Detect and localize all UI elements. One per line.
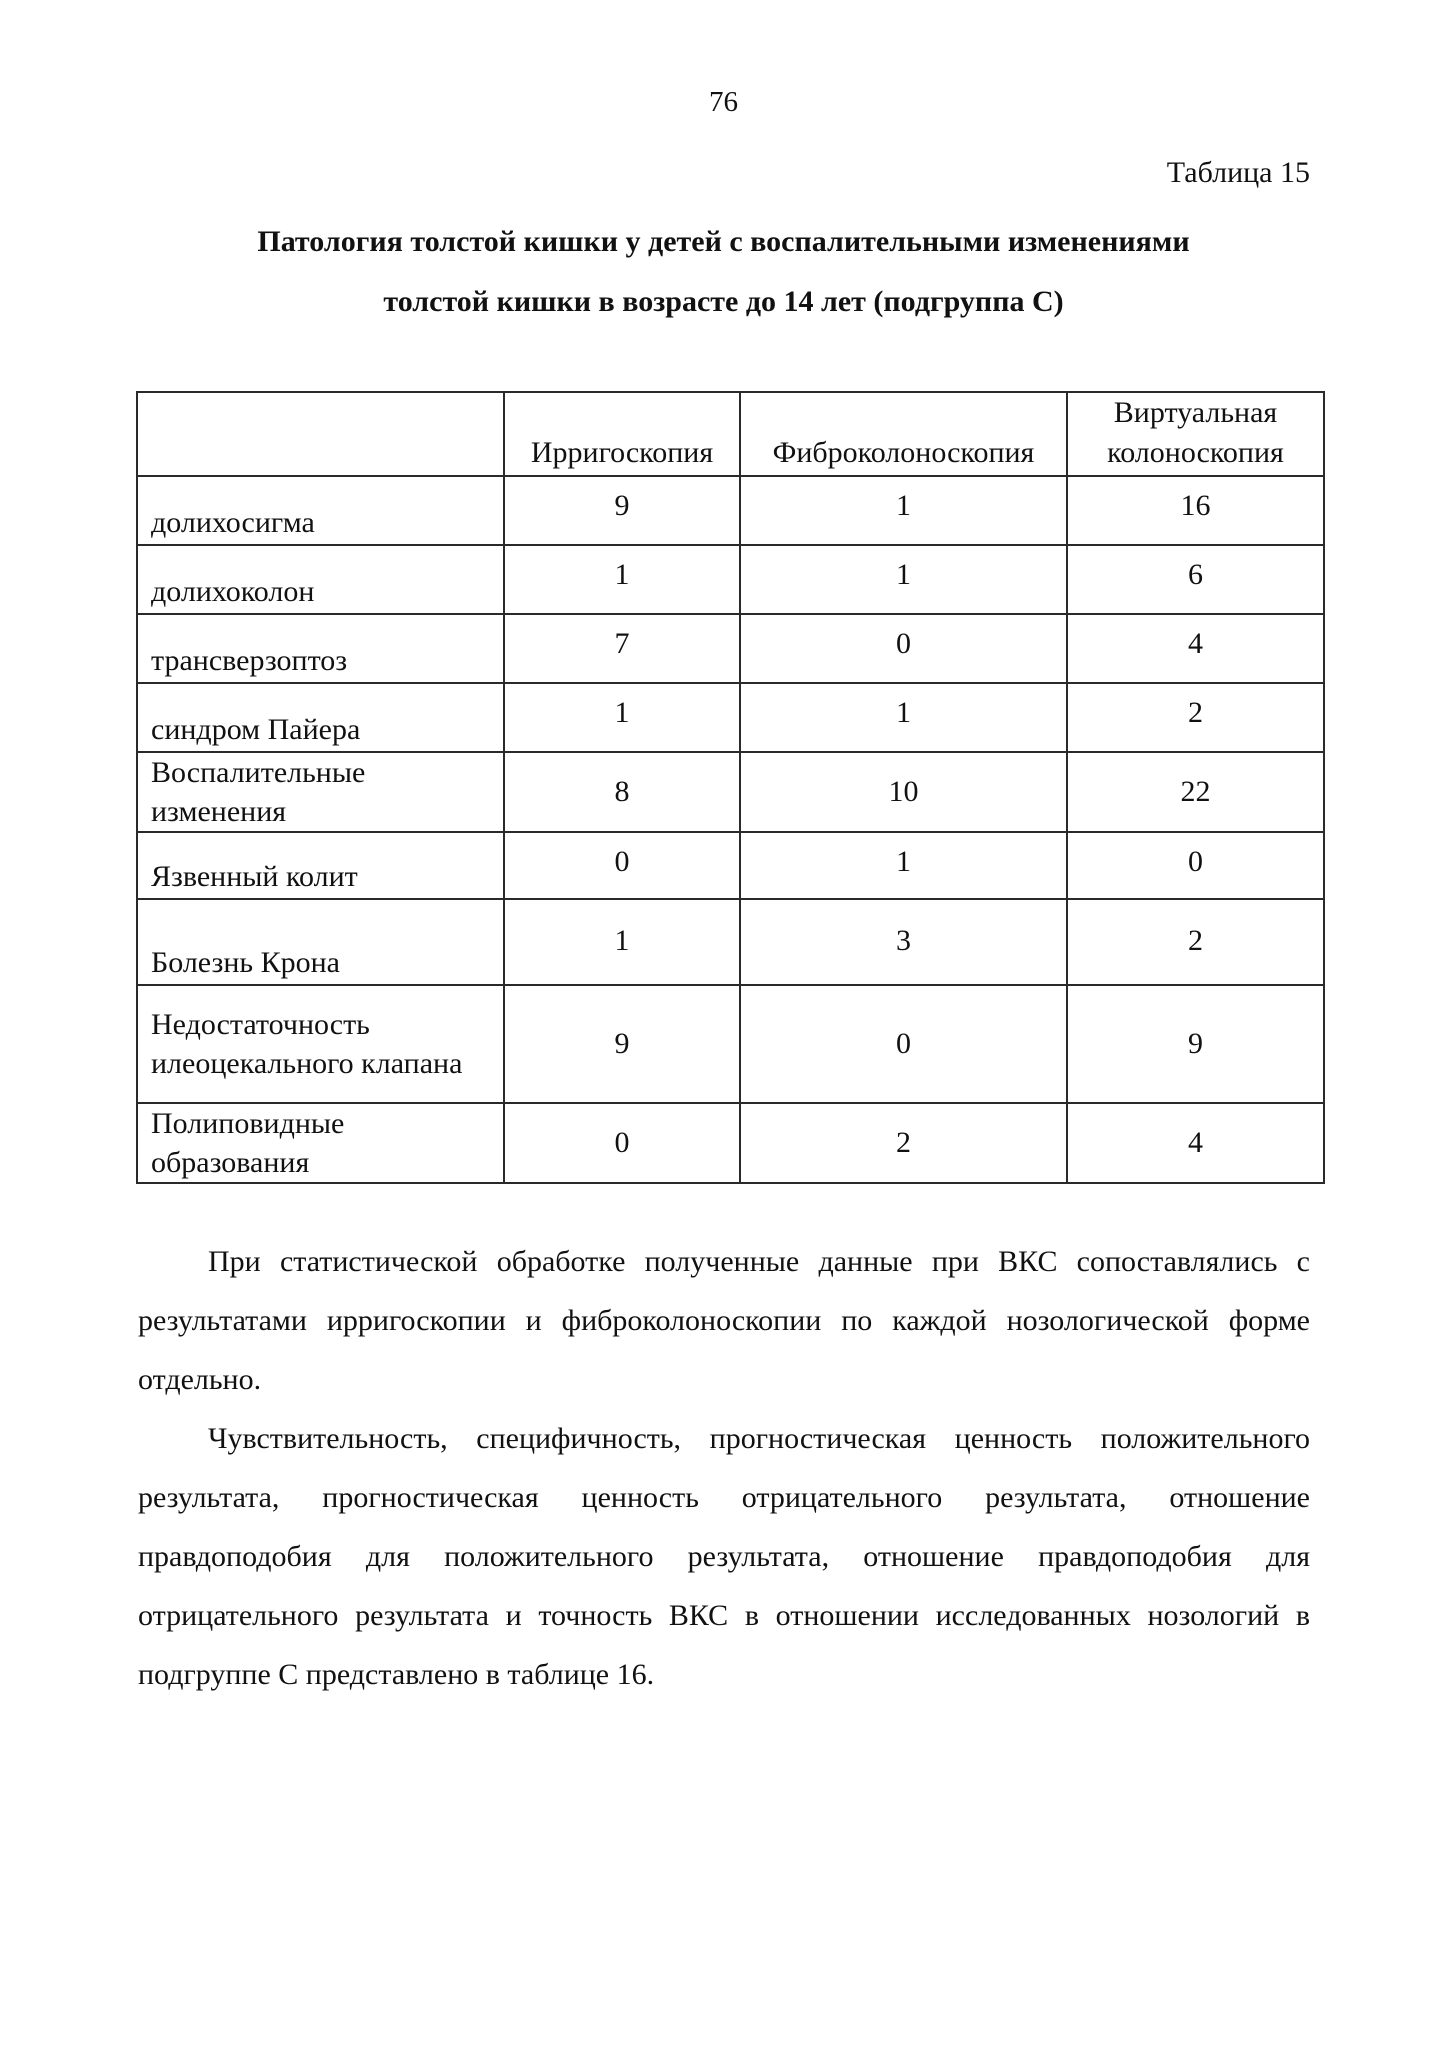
cell-virtual-colonoscopy: 22: [1067, 752, 1324, 832]
table-row: [137, 985, 1324, 1103]
paragraph: Чувствительность, специфичность, прогностическая ценность положительного результата, прогностическая ценность отрицательного результата, отношение правдоподобия для положительного результата, отношение правдоподобия для отрицательного результата и точность ВКС в отношении исследованных нозологий в подгруппе С представлено в таблице 16.: [138, 1422, 1310, 1691]
cell-irrigoscopy: 1: [504, 683, 740, 752]
table-row: [137, 545, 1324, 614]
table-header-empty: [137, 392, 504, 476]
row-label: Полиповидные образования: [137, 1103, 504, 1183]
cell-virtual-colonoscopy: 4: [1067, 1103, 1324, 1183]
cell-fibrocolonoscopy: 1: [740, 476, 1067, 545]
row-label: трансверзоптоз: [137, 614, 504, 683]
cell-virtual-colonoscopy: 0: [1067, 832, 1324, 899]
cell-fibrocolonoscopy: 2: [740, 1103, 1067, 1183]
cell-fibrocolonoscopy: 1: [740, 832, 1067, 899]
cell-fibrocolonoscopy: 3: [740, 899, 1067, 985]
table-row: [137, 614, 1324, 683]
row-label: синдром Пайера: [137, 683, 504, 752]
table-row: [137, 752, 1324, 832]
table-header-row: [137, 392, 1324, 476]
cell-virtual-colonoscopy: 2: [1067, 683, 1324, 752]
cell-fibrocolonoscopy: 1: [740, 545, 1067, 614]
cell-irrigoscopy: 0: [504, 832, 740, 899]
table-header-virtual-colonoscopy: Виртуальная колоноскопия: [1067, 392, 1324, 476]
cell-virtual-colonoscopy: 16: [1067, 476, 1324, 545]
cell-fibrocolonoscopy: 0: [740, 985, 1067, 1103]
paragraph: При статистической обработке полученные данные при ВКС сопоставлялись с результатами ирригоскопии и фиброколоноскопии по каждой нозологической форме отдельно.: [138, 1245, 1310, 1396]
row-label: Болезнь Крона: [137, 899, 504, 985]
row-label: Язвенный колит: [137, 832, 504, 899]
table-title-line-2: толстой кишки в возрасте до 14 лет (подгруппа С): [383, 285, 1064, 318]
cell-virtual-colonoscopy: 4: [1067, 614, 1324, 683]
cell-fibrocolonoscopy: 10: [740, 752, 1067, 832]
cell-fibrocolonoscopy: 0: [740, 614, 1067, 683]
row-label: Недостаточность илеоцекального клапана: [137, 985, 504, 1103]
body-text: [138, 1232, 1310, 1704]
cell-irrigoscopy: 9: [504, 476, 740, 545]
cell-irrigoscopy: 7: [504, 614, 740, 683]
table-row: [137, 899, 1324, 985]
row-label: долихосигма: [137, 476, 504, 545]
cell-virtual-colonoscopy: 6: [1067, 545, 1324, 614]
cell-irrigoscopy: 1: [504, 545, 740, 614]
table-header-irrigoscopy: Ирригоскопия: [504, 392, 740, 476]
cell-fibrocolonoscopy: 1: [740, 683, 1067, 752]
table-row: [137, 476, 1324, 545]
table-row: [137, 832, 1324, 899]
table-title: [130, 212, 1317, 332]
table-header-fibrocolonoscopy: Фиброколоноскопия: [740, 392, 1067, 476]
cell-irrigoscopy: 0: [504, 1103, 740, 1183]
row-label: долихоколон: [137, 545, 504, 614]
table-caption: Таблица 15: [1166, 156, 1310, 189]
cell-virtual-colonoscopy: 9: [1067, 985, 1324, 1103]
table-row: [137, 683, 1324, 752]
cell-irrigoscopy: 9: [504, 985, 740, 1103]
pathology-table: [136, 391, 1325, 1184]
row-label: Воспалительные изменения: [137, 752, 504, 832]
cell-irrigoscopy: 8: [504, 752, 740, 832]
page-number: 76: [709, 86, 738, 118]
table-title-line-1: Патология толстой кишки у детей с воспалительными изменениями: [257, 225, 1190, 258]
table-row: [137, 1103, 1324, 1183]
cell-irrigoscopy: 1: [504, 899, 740, 985]
cell-virtual-colonoscopy: 2: [1067, 899, 1324, 985]
